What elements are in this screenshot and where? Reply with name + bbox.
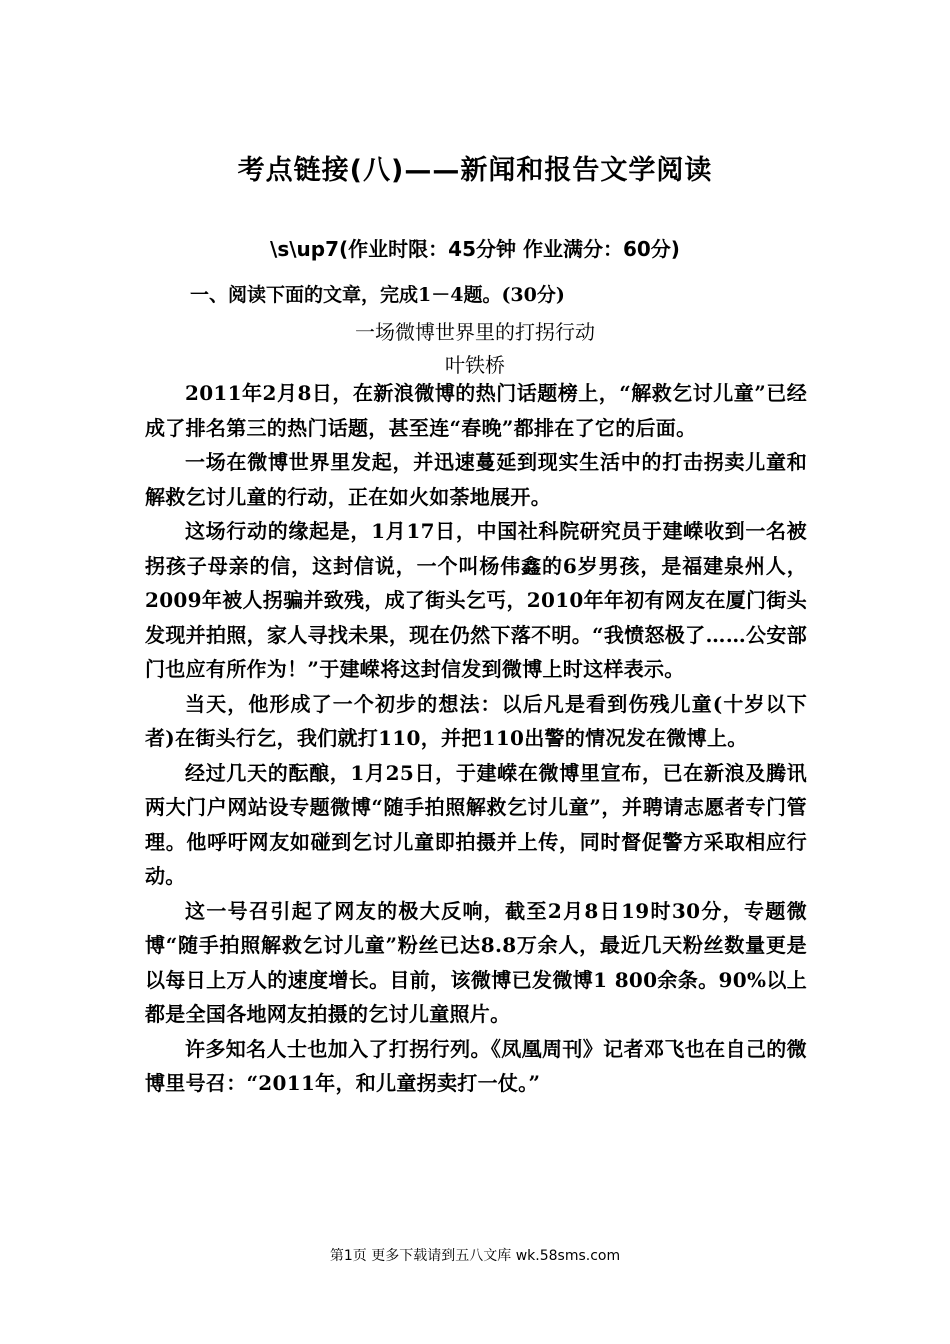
paragraph: 许多知名人士也加入了打拐行列。《凤凰周刊》记者邓飞也在自己的微博里号召：“2011年，和儿童拐卖打一仗。” <box>145 1036 807 1095</box>
paragraph: 一场在微博世界里发起，并迅速蔓延到现实生活中的打击拐卖儿童和解救乞讨儿童的行动，正在如火如荼地展开。 <box>145 450 807 509</box>
paragraph: 当天，他形成了一个初步的想法：以后凡是看到伤残儿童(十岁以下者)在街头行乞，我们就打110，并把110出警的情况发在微博上。 <box>145 691 807 750</box>
paragraph: 经过几天的酝酿，1月25日，于建嵘在微博里宣布，已在新浪及腾讯两大门户网站设专题微博“随手拍照解救乞讨儿童”，并聘请志愿者专门管理。他呼吁网友如碰到乞讨儿童即拍摄并上传，同时督促警方采取相应行动。 <box>145 760 807 888</box>
document-title: 考点链接(八)——新闻和报告文学阅读 <box>237 155 713 186</box>
document-subtitle: \s\up7(作业时限：45分钟 作业满分：60分) <box>270 237 680 261</box>
section-heading: 一、阅读下面的文章，完成1－4题。(30分) <box>190 284 565 306</box>
paragraph: 2011年2月8日，在新浪微博的热门话题榜上，“解救乞讨儿童”已经成了排名第三的热门话题，甚至连“春晚”都排在了它的后面。 <box>145 381 807 440</box>
page-footer: 第1页 更多下载请到五八文库 wk.58sms.com <box>329 1248 621 1264</box>
article-body <box>145 376 807 1101</box>
paragraph: 这一号召引起了网友的极大反响，截至2月8日19时30分，专题微博“随手拍照解救乞讨儿童”粉丝已达8.8万余人，最近几天粉丝数量更是以每日上万人的速度增长。目前，该微博已发微博1 800余条。90%以上都是全国各地网友拍摄的乞讨儿童照片。 <box>145 898 807 1026</box>
paragraph: 这场行动的缘起是，1月17日，中国社科院研究员于建嵘收到一名被拐孩子母亲的信，这封信说，一个叫杨伟鑫的6岁男孩，是福建泉州人，2009年被人拐骗并致残，成了街头乞丐，2010年年初有网友在厦门街头发现并拍照，家人寻找未果，现在仍然下落不明。“我愤怒极了……公安部门也应有所作为！”于建嵘将这封信发到微博上时这样表示。 <box>145 519 807 681</box>
article-title: 一场微博世界里的打拐行动 <box>355 320 595 344</box>
article-author: 叶铁桥 <box>445 353 505 377</box>
